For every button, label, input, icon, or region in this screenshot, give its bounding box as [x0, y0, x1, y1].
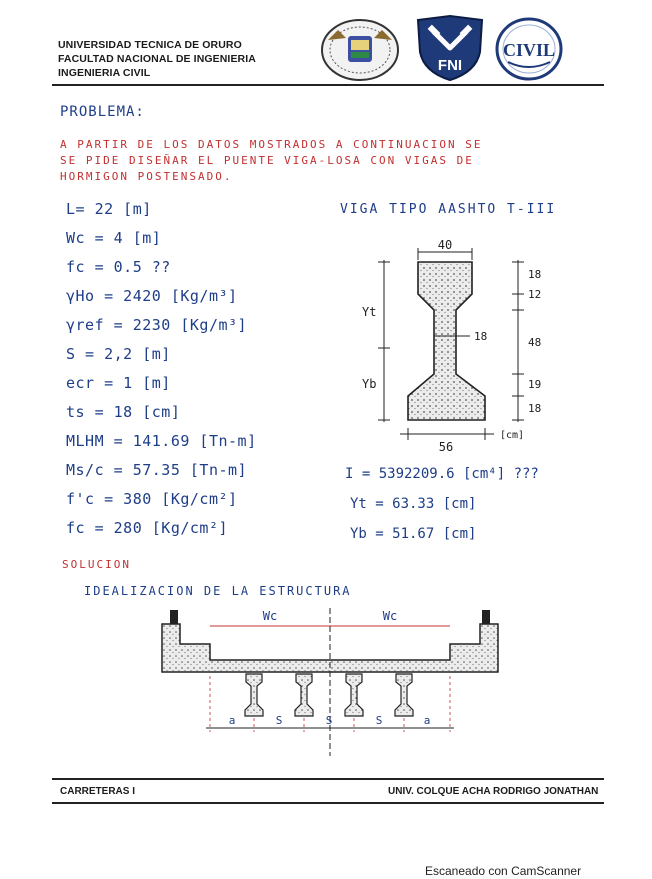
label-wc-left: Wc — [262, 609, 278, 623]
dim-h1: 18 — [528, 268, 542, 281]
footer-course: CARRETERAS I — [60, 786, 136, 797]
aashto-beam-section-diagram — [350, 236, 550, 456]
label-s2: S — [325, 714, 333, 727]
data-item: f'c = 380 [Kg/cm²] — [66, 490, 238, 508]
dim-yt: Yt — [362, 305, 377, 319]
fni-shield-logo — [414, 14, 486, 82]
girder-1 — [245, 674, 263, 716]
data-item: MLHM = 141.69 [Tn-m] — [66, 432, 257, 450]
data-item: Wc = 4 [m] — [66, 229, 162, 247]
dim-h2: 12 — [528, 288, 542, 301]
problem-statement-line-3: HORMIGON POSTENSADO. — [60, 170, 233, 183]
label-a-left: a — [228, 714, 236, 727]
data-item: γref = 2230 [Kg/m³] — [66, 316, 248, 334]
label-s3: S — [375, 714, 383, 727]
fni-logo-text: FNI — [437, 57, 463, 74]
institution-header — [58, 38, 256, 80]
university-seal-logo — [320, 18, 400, 82]
dim-unit: [cm] — [500, 430, 525, 441]
data-item: Ms/c = 57.35 [Tn-m] — [66, 461, 248, 479]
dim-web: 18 — [474, 330, 488, 343]
data-item: S = 2,2 [m] — [66, 345, 171, 363]
footer-divider-bottom — [52, 802, 604, 804]
beam-yb: Yb = 51.67 [cm] — [350, 526, 477, 542]
camscanner-watermark: Escaneado con CamScanner — [425, 864, 582, 878]
dim-top-width: 40 — [437, 238, 453, 252]
beam-type-title: VIGA TIPO AASHTO T-III — [340, 202, 557, 217]
faculty-name: FACULTAD NACIONAL DE INGENIERIA — [58, 53, 256, 65]
footer-author: UNIV. COLQUE ACHA RODRIGO JONATHAN — [388, 786, 599, 797]
civil-logo-text: CIVIL — [502, 40, 556, 60]
problem-title: PROBLEMA: — [60, 104, 145, 120]
label-a-right: a — [423, 714, 431, 727]
problem-statement-line-2: SE PIDE DISEÑAR EL PUENTE VIGA-LOSA CON VIGAS DE — [60, 154, 474, 167]
data-item: L= 22 [m] — [66, 200, 152, 218]
girder-2 — [295, 674, 313, 716]
beam-inertia: I = 5392209.6 [cm⁴] ??? — [345, 466, 539, 482]
girder-4 — [395, 674, 413, 716]
dim-yb: Yb — [362, 377, 377, 391]
data-item: fc = 0.5 ?? — [66, 258, 171, 276]
dim-h4: 19 — [528, 378, 542, 391]
data-item: ts = 18 [cm] — [66, 403, 181, 421]
beam-yt: Yt = 63.33 [cm] — [350, 496, 477, 512]
civil-logo — [494, 16, 564, 82]
department-name: INGENIERIA CIVIL — [58, 67, 151, 79]
data-item: γHo = 2420 [Kg/m³] — [66, 287, 238, 305]
footer-divider-top — [52, 778, 604, 780]
label-s1: S — [275, 714, 283, 727]
data-item: ecr = 1 [m] — [66, 374, 171, 392]
dim-h3: 48 — [528, 336, 542, 349]
university-name: UNIVERSIDAD TECNICA DE ORURO — [58, 39, 242, 51]
dim-h5: 18 — [528, 402, 542, 415]
data-item: fc = 280 [Kg/cm²] — [66, 519, 229, 537]
solution-title: SOLUCION — [62, 558, 131, 571]
girder-3 — [345, 674, 363, 716]
header-divider — [52, 84, 604, 86]
label-wc-right: Wc — [382, 609, 398, 623]
solution-subtitle: IDEALIZACION DE LA ESTRUCTURA — [84, 584, 352, 598]
dim-bottom-width: 56 — [438, 440, 454, 454]
problem-statement-line-1: A PARTIR DE LOS DATOS MOSTRADOS A CONTINUACION SE — [60, 138, 483, 151]
bridge-idealization-diagram — [150, 600, 510, 760]
